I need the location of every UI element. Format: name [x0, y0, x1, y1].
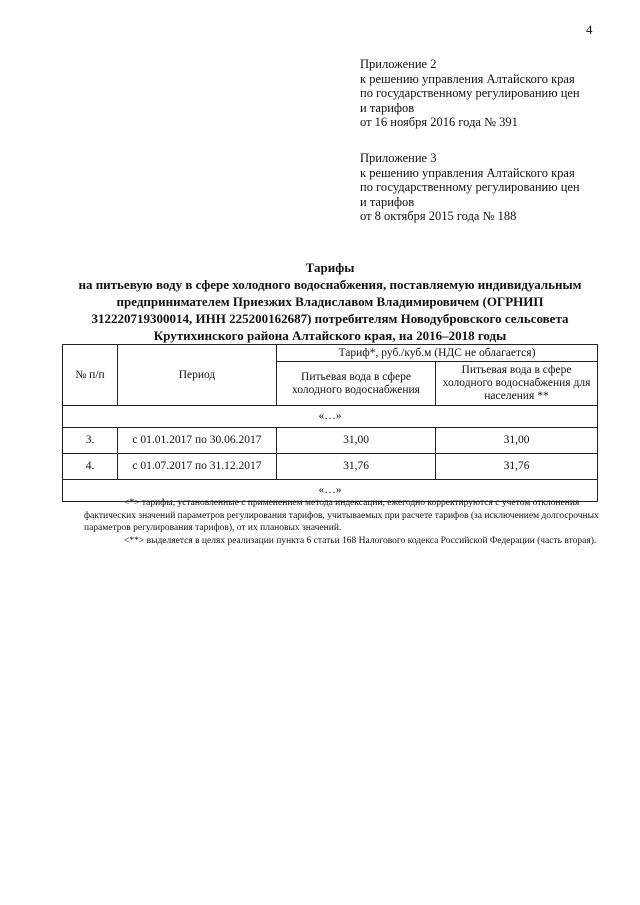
appendix-line: от 8 октября 2015 года № 188	[360, 209, 517, 223]
appendix-line: по государственному регулированию цен	[360, 86, 580, 100]
title-heading: Тарифы	[305, 260, 355, 275]
title-line: на питьевую воду в сфере холодного водоснабжения, поставляемую индивидуальным	[78, 277, 582, 292]
row-period: с 01.07.2017 по 31.12.2017	[118, 454, 277, 480]
document-title	[60, 259, 600, 344]
ellipsis-row-top: «…»	[63, 406, 598, 428]
page-number: 4	[586, 22, 593, 37]
table-row	[63, 428, 598, 454]
ellipsis-row-bottom: «…»	[63, 480, 598, 502]
header-tariff-group: Тариф*, руб./куб.м (НДС не облагается)	[277, 345, 598, 362]
footnote: <*> тарифы, установленные с применением метода индексации, ежегодно корректируются с учетом отклонения фактических значений параметров регулирования тарифов, учитываемых при расчете тарифов (за исключением долгосрочных параметров регулирования тарифов), от их плановых значений.	[84, 498, 599, 533]
header-col-b: Питьевая вода в сфере холодного водоснабжения для населения **	[436, 362, 598, 406]
title-line: Крутихинского района Алтайского края, на 2016–2018 годы	[153, 328, 507, 343]
appendix-line: и тарифов	[360, 194, 415, 209]
row-num: 3.	[63, 428, 118, 454]
appendix-line: Приложение 2	[360, 57, 437, 71]
appendix-original-block	[360, 151, 620, 224]
row-value-b: 31,00	[436, 428, 598, 454]
footnotes	[84, 497, 600, 547]
appendix-line: Приложение 3	[360, 151, 437, 165]
header-col-a: Питьевая вода в сфере холодного водоснабжения	[277, 362, 436, 406]
title-line: предпринимателем Приезжих Владиславом Владимировичем (ОГРНИП	[116, 294, 544, 309]
appendix-line: к решению управления Алтайского края	[360, 71, 575, 86]
appendix-line: к решению управления Алтайского края	[360, 165, 575, 180]
title-line: 312220719300014, ИНН 225200162687) потребителям Новодубровского сельсовета	[91, 311, 569, 326]
appendix-line: по государственному регулированию цен	[360, 180, 580, 194]
table-row	[63, 454, 598, 480]
row-value-b: 31,76	[436, 454, 598, 480]
header-period: Период	[118, 345, 277, 406]
row-value-a: 31,76	[277, 454, 436, 480]
appendix-line: и тарифов	[360, 100, 415, 115]
appendix-line: от 16 ноября 2016 года № 391	[360, 115, 518, 129]
row-value-a: 31,00	[277, 428, 436, 454]
footnote: <**> выделяется в целях реализации пункта 6 статьи 168 Налогового кодекса Российской Федерации (часть вторая).	[124, 535, 597, 546]
tariff-table	[62, 344, 598, 502]
header-num: № п/п	[63, 345, 118, 406]
row-period: с 01.01.2017 по 30.06.2017	[118, 428, 277, 454]
row-num: 4.	[63, 454, 118, 480]
appendix-current-block	[360, 57, 620, 130]
